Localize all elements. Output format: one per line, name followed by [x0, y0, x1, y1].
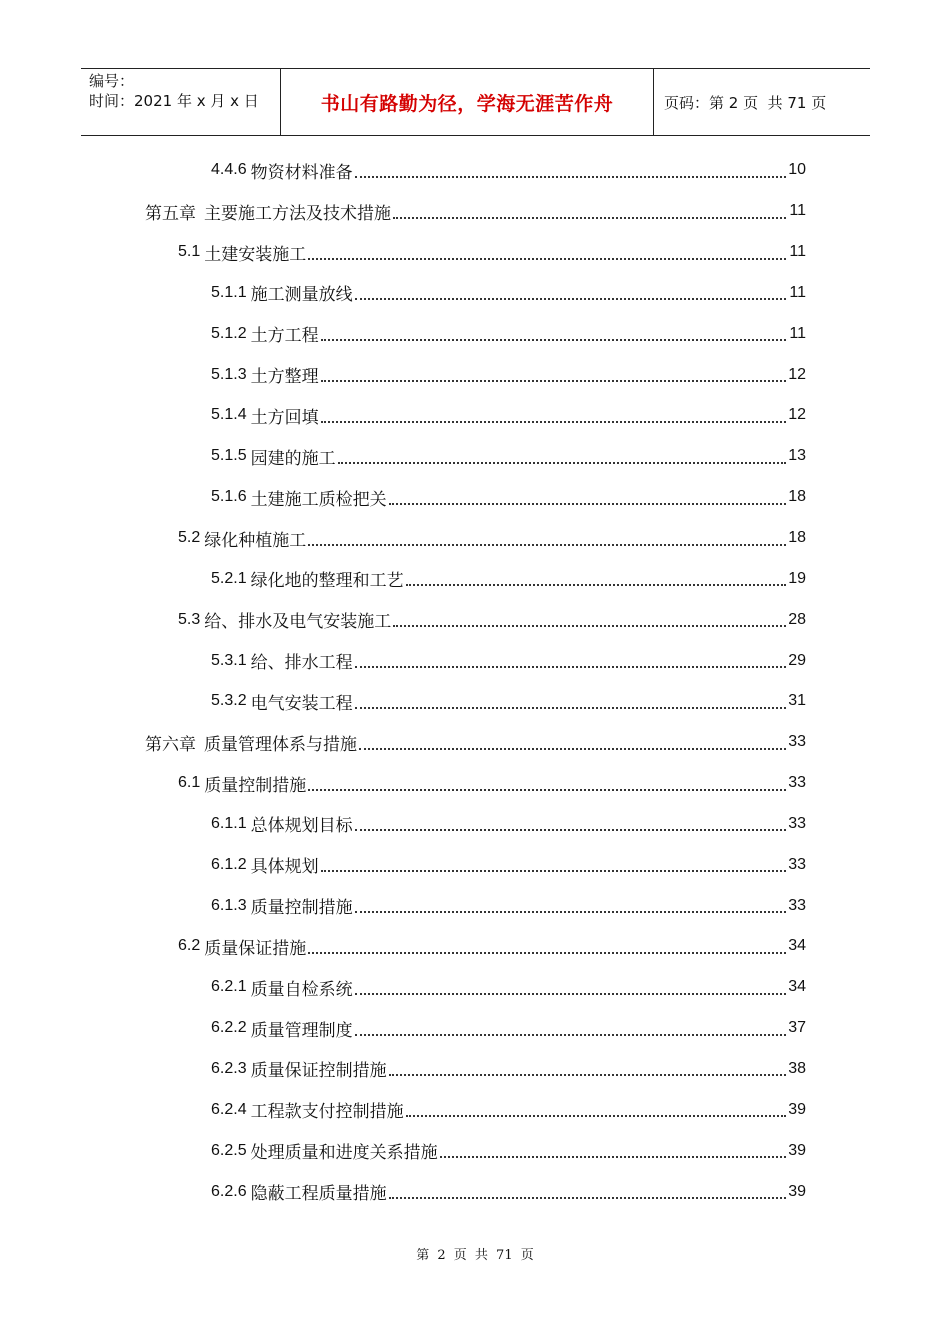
toc-entry-page: 33	[788, 814, 806, 832]
toc-entry[interactable]	[0, 395, 950, 436]
toc-entry-page: 34	[788, 937, 806, 955]
toc-entry-number: 6.1.1	[211, 814, 247, 832]
toc-entry-number: 5.1.5	[211, 447, 247, 465]
toc-dot-leader	[359, 747, 786, 750]
toc-dot-leader	[355, 175, 786, 178]
table-of-contents	[0, 150, 950, 1212]
toc-dot-leader	[321, 420, 786, 423]
toc-entry-page: 12	[788, 365, 806, 383]
toc-dot-leader	[406, 583, 786, 586]
toc-entry[interactable]	[0, 763, 950, 804]
toc-dot-leader	[355, 665, 786, 668]
toc-entry-number: 5.1	[178, 243, 201, 261]
toc-dot-leader	[338, 461, 786, 464]
serial-label: 编号：	[89, 72, 135, 90]
toc-entry-page: 18	[788, 488, 806, 506]
toc-dot-leader	[406, 1114, 786, 1117]
toc-entry-page: 37	[788, 1019, 806, 1037]
toc-entry[interactable]	[0, 885, 950, 926]
toc-entry-page: 19	[788, 569, 806, 587]
toc-entry[interactable]	[0, 477, 950, 518]
toc-entry-number: 6.1	[178, 774, 201, 792]
toc-entry-title: 处理质量和进度关系措施	[250, 1143, 438, 1164]
toc-dot-leader	[321, 869, 786, 872]
toc-entry-title: 质量管理体系与措施	[204, 734, 357, 755]
toc-entry-number: 5.2.1	[211, 569, 247, 587]
toc-entry[interactable]	[0, 844, 950, 885]
toc-dot-leader	[355, 706, 786, 709]
toc-dot-leader	[389, 502, 786, 505]
toc-entry-title: 质量控制措施	[250, 898, 353, 919]
header-meta	[81, 69, 281, 135]
page-footer: 第 2 页 共 71 页	[416, 1248, 534, 1263]
toc-entry-title: 土建施工质检把关	[250, 489, 387, 510]
toc-entry-title: 具体规划	[250, 857, 319, 878]
toc-entry-number: 5.1.3	[211, 365, 247, 383]
toc-entry-title: 质量控制措施	[204, 775, 307, 796]
toc-entry[interactable]	[0, 640, 950, 681]
toc-entry[interactable]	[0, 354, 950, 395]
toc-dot-leader	[393, 216, 786, 219]
toc-dot-leader	[389, 1196, 786, 1199]
toc-entry-page: 29	[788, 651, 806, 669]
toc-entry-number: 5.1.4	[211, 406, 247, 424]
toc-entry-number: 第六章	[145, 734, 196, 755]
toc-entry[interactable]	[0, 313, 950, 354]
toc-entry-number: 6.2.4	[211, 1100, 247, 1118]
toc-entry-number: 5.1.2	[211, 324, 247, 342]
header-page-info: 页码：第 2 页 共 71 页	[664, 93, 827, 112]
toc-entry-title: 土方整理	[250, 367, 319, 388]
toc-dot-leader	[308, 788, 786, 791]
toc-entry-title: 绿化种植施工	[204, 530, 307, 551]
toc-dot-leader	[321, 379, 786, 382]
toc-dot-leader	[308, 257, 786, 260]
toc-entry-title: 给、排水及电气安装施工	[204, 612, 392, 633]
toc-entry-page: 12	[788, 406, 806, 424]
toc-entry[interactable]	[0, 804, 950, 845]
toc-entry-title: 质量自检系统	[250, 979, 353, 1000]
toc-entry[interactable]	[0, 722, 950, 763]
toc-entry-number: 5.3.2	[211, 692, 247, 710]
toc-entry-page: 33	[788, 774, 806, 792]
toc-entry-page: 39	[788, 1182, 806, 1200]
toc-entry-title: 给、排水工程	[250, 653, 353, 674]
toc-entry[interactable]	[0, 150, 950, 191]
toc-entry-number: 4.4.6	[211, 161, 247, 179]
toc-dot-leader	[355, 1033, 786, 1036]
toc-entry-page: 31	[788, 692, 806, 710]
toc-entry-title: 总体规划目标	[250, 816, 353, 837]
toc-entry-page: 11	[789, 283, 806, 301]
date-label: 时间：2021 年 x 月 x 日	[89, 92, 259, 110]
toc-entry-title: 质量管理制度	[250, 1020, 353, 1041]
header-motto: 书山有路勤为径，学海无涯苦作舟	[281, 69, 654, 135]
toc-entry-number: 5.2	[178, 529, 201, 547]
toc-entry-page: 13	[788, 447, 806, 465]
toc-entry-page: 39	[788, 1100, 806, 1118]
toc-entry-title: 土建安装施工	[204, 244, 307, 265]
toc-entry-title: 隐蔽工程质量措施	[250, 1184, 387, 1205]
toc-entry[interactable]	[0, 1171, 950, 1212]
toc-entry-title: 土方工程	[250, 326, 319, 347]
toc-entry-page: 18	[788, 529, 806, 547]
toc-entry-page: 33	[788, 896, 806, 914]
toc-entry-page: 33	[788, 733, 806, 751]
toc-entry-page: 11	[789, 324, 806, 342]
toc-entry-number: 6.2.3	[211, 1059, 247, 1077]
toc-dot-leader	[308, 951, 786, 954]
toc-dot-leader	[355, 992, 786, 995]
toc-entry-title: 绿化地的整理和工艺	[250, 571, 404, 592]
toc-entry[interactable]	[0, 1089, 950, 1130]
toc-entry[interactable]	[0, 518, 950, 559]
toc-entry-title: 土方回填	[250, 407, 319, 428]
toc-dot-leader	[321, 338, 786, 341]
toc-entry[interactable]	[0, 558, 950, 599]
toc-entry-number: 6.2.1	[211, 978, 247, 996]
toc-entry[interactable]	[0, 273, 950, 314]
toc-dot-leader	[393, 624, 786, 627]
toc-dot-leader	[355, 297, 786, 300]
toc-entry-title: 园建的施工	[250, 448, 336, 469]
toc-entry-page: 38	[788, 1059, 806, 1077]
toc-entry-number: 6.1.2	[211, 855, 247, 873]
toc-entry[interactable]	[0, 232, 950, 273]
toc-entry-number: 5.3	[178, 610, 201, 628]
toc-entry-page: 39	[788, 1141, 806, 1159]
toc-entry-page: 34	[788, 978, 806, 996]
toc-entry-number: 6.2.5	[211, 1141, 247, 1159]
toc-entry-page: 33	[788, 855, 806, 873]
toc-entry[interactable]	[0, 1049, 950, 1090]
toc-entry-page: 11	[789, 243, 806, 261]
toc-dot-leader	[440, 1155, 786, 1158]
toc-entry[interactable]	[0, 967, 950, 1008]
toc-entry-page: 11	[789, 202, 806, 220]
toc-dot-leader	[308, 543, 786, 546]
toc-entry-page: 10	[788, 161, 806, 179]
toc-entry-title: 施工测量放线	[250, 285, 353, 306]
toc-entry-title: 工程款支付控制措施	[250, 1102, 404, 1123]
toc-entry-number: 5.3.1	[211, 651, 247, 669]
toc-entry[interactable]	[0, 191, 950, 232]
toc-entry-number: 第五章	[145, 203, 196, 224]
toc-entry-number: 6.2	[178, 937, 201, 955]
toc-entry-number: 5.1.6	[211, 488, 247, 506]
toc-entry[interactable]	[0, 1008, 950, 1049]
toc-entry-title: 主要施工方法及技术措施	[204, 203, 391, 224]
toc-entry-title: 物资材料准备	[250, 162, 353, 183]
toc-entry[interactable]	[0, 681, 950, 722]
toc-entry-number: 5.1.1	[211, 283, 247, 301]
toc-entry-page: 28	[788, 610, 806, 628]
toc-entry-title: 质量保证措施	[204, 938, 307, 959]
toc-entry[interactable]	[0, 436, 950, 477]
toc-dot-leader	[389, 1073, 786, 1076]
toc-entry[interactable]	[0, 599, 950, 640]
toc-entry[interactable]	[0, 926, 950, 967]
page-header	[81, 68, 870, 136]
toc-entry-number: 6.2.2	[211, 1019, 247, 1037]
toc-entry[interactable]	[0, 1130, 950, 1171]
toc-dot-leader	[355, 910, 786, 913]
toc-dot-leader	[355, 828, 786, 831]
toc-entry-title: 电气安装工程	[250, 693, 353, 714]
toc-entry-title: 质量保证控制措施	[250, 1061, 387, 1082]
toc-entry-number: 6.2.6	[211, 1182, 247, 1200]
toc-entry-number: 6.1.3	[211, 896, 247, 914]
